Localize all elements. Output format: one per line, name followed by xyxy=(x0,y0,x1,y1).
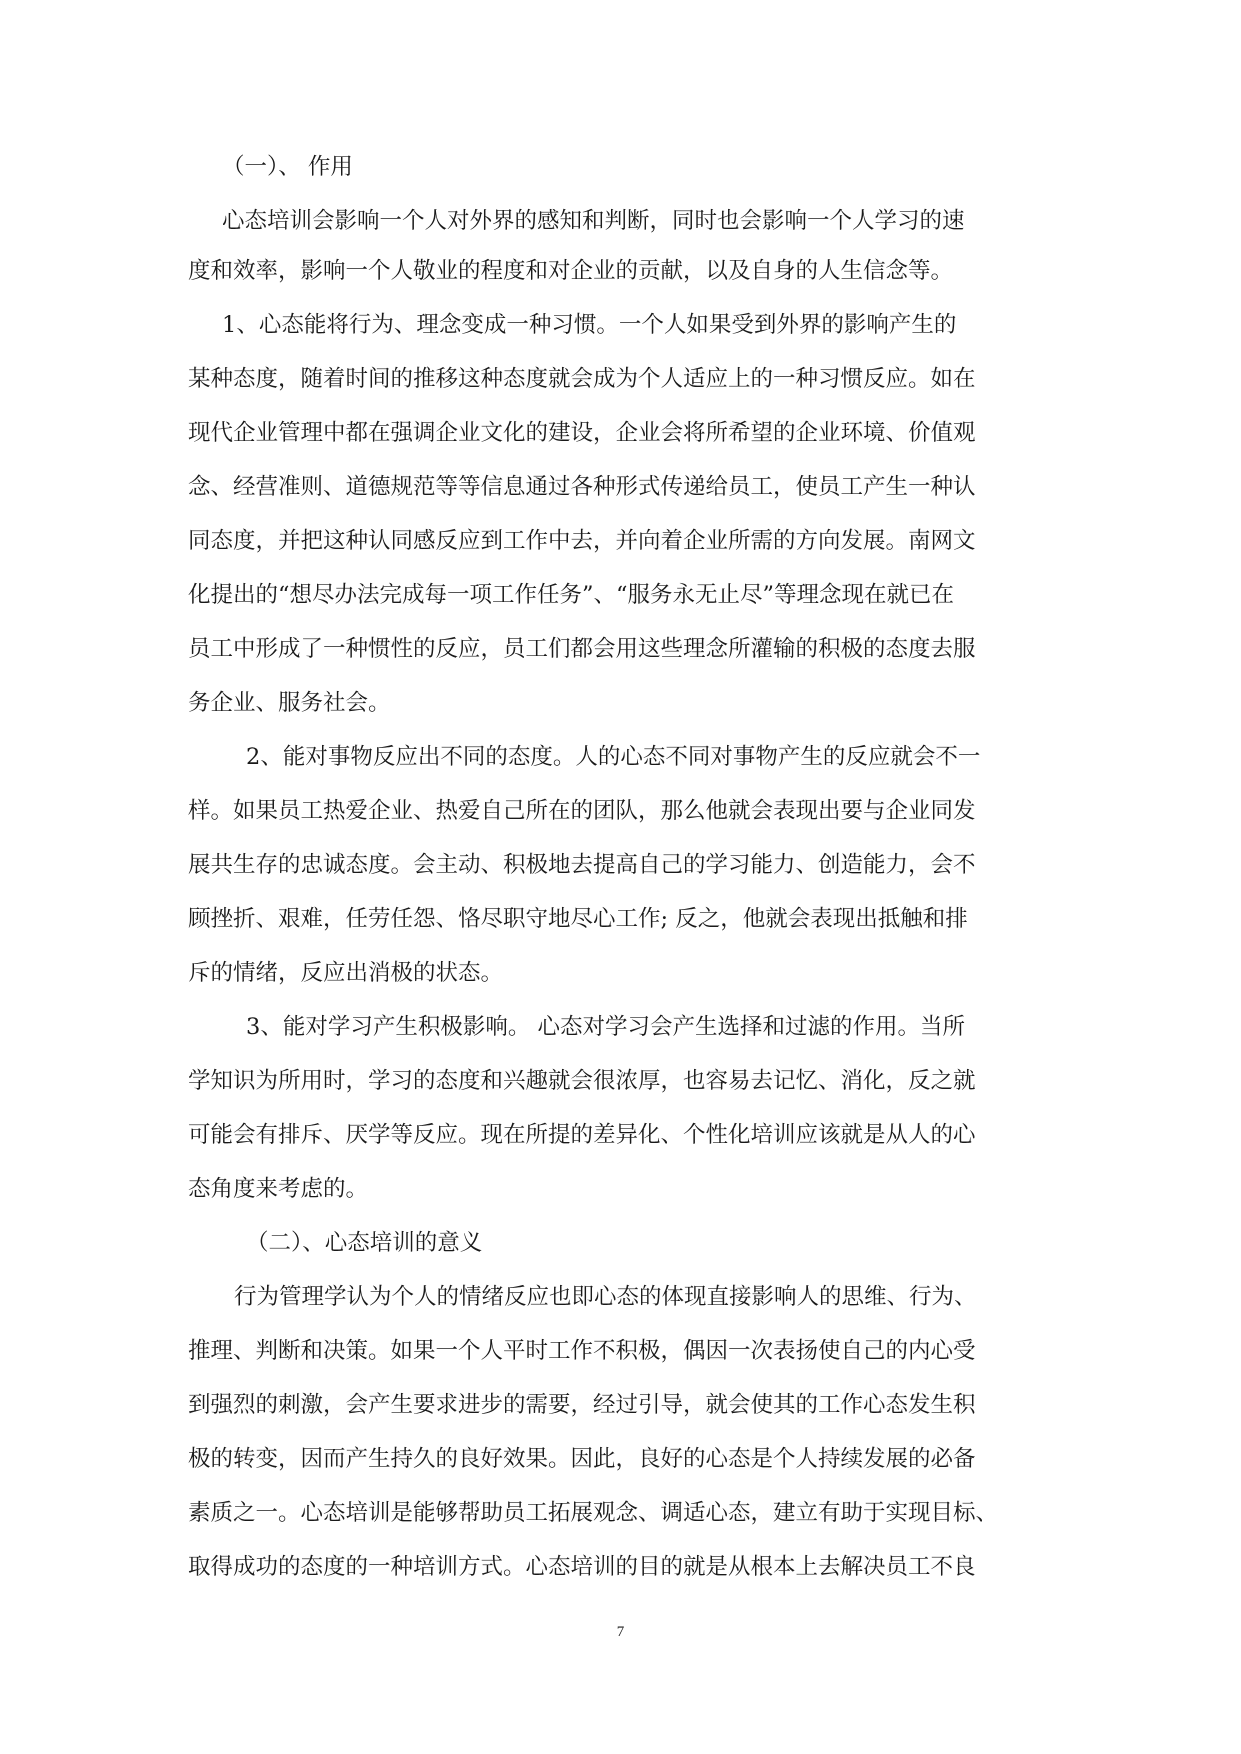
paragraph-line: 化提出的“想尽办法完成每一项工作任务”、“服务永无止尽”等理念现在就已在 xyxy=(188,582,955,608)
paragraph-line: 素质之一。心态培训是能够帮助员工拓展观念、调适心态，建立有助于实现目标、 xyxy=(188,1500,999,1526)
paragraph-line: 到强烈的刺激，会产生要求进步的需要，经过引导，就会使其的工作心态发生积 xyxy=(188,1392,976,1418)
paragraph-line: 行为管理学认为个人的情绪反应也即心态的体现直接影响人的思维、行为、 xyxy=(234,1284,977,1310)
paragraph-line: 取得成功的态度的一种培训方式。心态培训的目的就是从根本上去解决员工不良 xyxy=(188,1554,976,1580)
paragraph-line: 可能会有排斥、厌学等反应。现在所提的差异化、个性化培训应该就是从人的心 xyxy=(188,1122,976,1148)
paragraph-line: 心态培训会影响一个人对外界的感知和判断，同时也会影响一个人学习的速 xyxy=(222,208,965,234)
section-heading-2: （二）、心态培训的意义 xyxy=(246,1230,483,1256)
paragraph-line: 顾挫折、艰难，任劳任怨、恪尽职守地尽心工作; 反之，他就会表现出抵触和排 xyxy=(188,906,968,932)
paragraph-line: 现代企业管理中都在强调企业文化的建设，企业会将所希望的企业环境、价值观 xyxy=(188,420,976,446)
paragraph-line: 2、能对事物反应出不同的态度。人的心态不同对事物产生的反应就会不一 xyxy=(246,744,981,770)
paragraph-line: 态角度来考虑的。 xyxy=(188,1176,369,1202)
paragraph-line: 推理、判断和决策。如果一个人平时工作不积极，偶因一次表扬使自己的内心受 xyxy=(188,1338,976,1364)
paragraph-line: 度和效率，影响一个人敬业的程度和对企业的贡献，以及自身的人生信念等。 xyxy=(188,258,954,284)
page-number: 7 xyxy=(616,1624,625,1640)
paragraph-line: 同态度，并把这种认同感反应到工作中去，并向着企业所需的方向发展。南网文 xyxy=(188,528,976,554)
paragraph-line: 斥的情绪，反应出消极的状态。 xyxy=(188,960,504,986)
paragraph-line: 务企业、服务社会。 xyxy=(188,690,391,716)
paragraph-line: 念、经营准则、道德规范等等信息通过各种形式传递给员工，使员工产生一种认 xyxy=(188,474,976,500)
paragraph-line: 学知识为所用时，学习的态度和兴趣就会很浓厚，也容易去记忆、消化，反之就 xyxy=(188,1068,976,1094)
paragraph-line: 极的转变，因而产生持久的良好效果。因此，良好的心态是个人持续发展的必备 xyxy=(188,1446,976,1472)
paragraph-line: 展共生存的忠诚态度。会主动、积极地去提高自己的学习能力、创造能力，会不 xyxy=(188,852,976,878)
paragraph-line: 员工中形成了一种惯性的反应，员工们都会用这些理念所灌输的积极的态度去服 xyxy=(188,636,976,662)
paragraph-line: 样。如果员工热爱企业、热爱自己所在的团队，那么他就会表现出要与企业同发 xyxy=(188,798,976,824)
paragraph-line: 3、能对学习产生积极影响。 心态对学习会产生选择和过滤的作用。当所 xyxy=(246,1014,965,1040)
section-heading-1: （一）、 作用 xyxy=(222,154,353,180)
paragraph-line: 1、心态能将行为、理念变成一种习惯。一个人如果受到外界的影响产生的 xyxy=(222,312,957,338)
paragraph-line: 某种态度，随着时间的推移这种态度就会成为个人适应上的一种习惯反应。如在 xyxy=(188,366,976,392)
